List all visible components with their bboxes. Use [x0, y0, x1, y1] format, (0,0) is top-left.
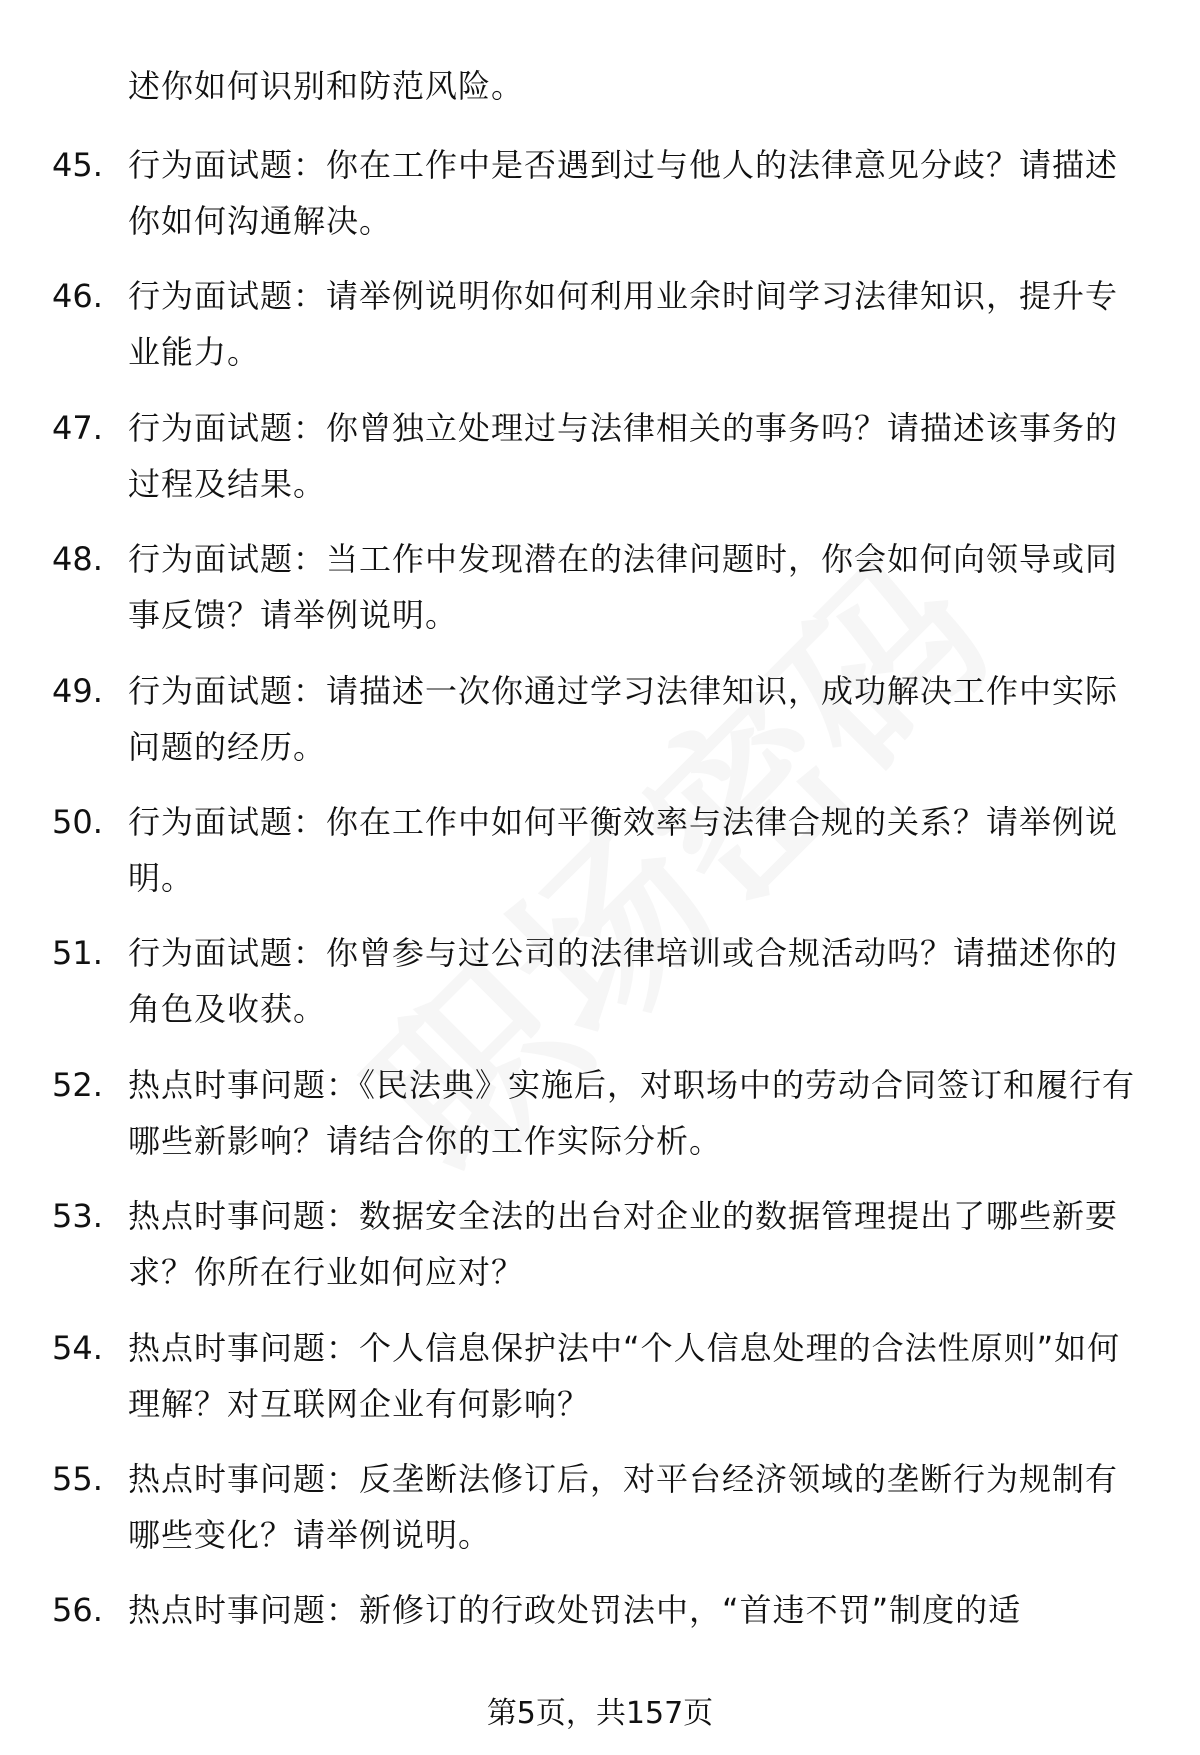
question-text: 行为面试题：你曾独立处理过与法律相关的事务吗？请描述该事务的过程及结果。	[128, 408, 1119, 503]
question-number: 54.	[52, 1328, 103, 1367]
question-item	[0, 925, 1200, 1056]
question-number: 47.	[52, 408, 103, 447]
continuation-text: 述你如何识别和防范风险。	[128, 67, 525, 105]
question-text: 行为面试题：当工作中发现潜在的法律问题时，你会如何向领导或同事反馈？请举例说明。	[128, 540, 1119, 635]
question-number: 55.	[52, 1459, 103, 1498]
question-item	[0, 531, 1200, 662]
question-item	[0, 794, 1200, 925]
question-number: 52.	[52, 1065, 103, 1104]
question-text: 行为面试题：请举例说明你如何利用业余时间学习法律知识，提升专业能力。	[128, 277, 1119, 372]
question-number: 53.	[52, 1197, 103, 1236]
question-text: 行为面试题：你在工作中如何平衡效率与法律合规的关系？请举例说明。	[128, 802, 1119, 897]
question-list	[0, 137, 1200, 1714]
question-text: 行为面试题：你在工作中是否遇到过与他人的法律意见分歧？请描述你如何沟通解决。	[128, 146, 1119, 240]
question-text: 热点时事问题：新修订的行政处罚法中，“首违不罚”制度的适	[128, 1591, 1022, 1630]
question-number: 49.	[52, 671, 103, 710]
question-item	[0, 1188, 1200, 1319]
question-item	[0, 268, 1200, 399]
question-text: 热点时事问题：个人信息保护法中“个人信息处理的合法性原则”如何理解？对互联网企业有何影响？	[128, 1328, 1121, 1423]
question-item	[0, 400, 1200, 531]
question-text: 热点时事问题：反垄断法修订后，对平台经济领域的垄断行为规制有哪些变化？请举例说明。	[128, 1459, 1119, 1554]
question-item	[0, 137, 1200, 268]
question-number: 50.	[52, 802, 103, 841]
question-text: 热点时事问题：《民法典》实施后，对职场中的劳动合同签订和履行有哪些新影响？请结合你的工作实际分析。	[128, 1065, 1136, 1160]
question-item	[0, 1057, 1200, 1188]
question-number: 46.	[52, 277, 103, 316]
question-number: 48.	[52, 540, 103, 579]
question-text: 行为面试题：你曾参与过公司的法律培训或合规活动吗？请描述你的角色及收获。	[128, 934, 1119, 1029]
question-number: 51.	[52, 934, 103, 973]
question-number: 45.	[52, 146, 103, 184]
question-text: 热点时事问题：数据安全法的出台对企业的数据管理提出了哪些新要求？你所在行业如何应对？	[128, 1197, 1119, 1292]
question-item	[0, 663, 1200, 794]
page-footer: 第5页，共157页	[486, 1696, 714, 1731]
question-text: 行为面试题：请描述一次你通过学习法律知识，成功解决工作中实际问题的经历。	[128, 671, 1119, 766]
question-number: 56.	[52, 1591, 103, 1630]
question-item	[0, 1320, 1200, 1451]
question-item	[0, 1451, 1200, 1582]
